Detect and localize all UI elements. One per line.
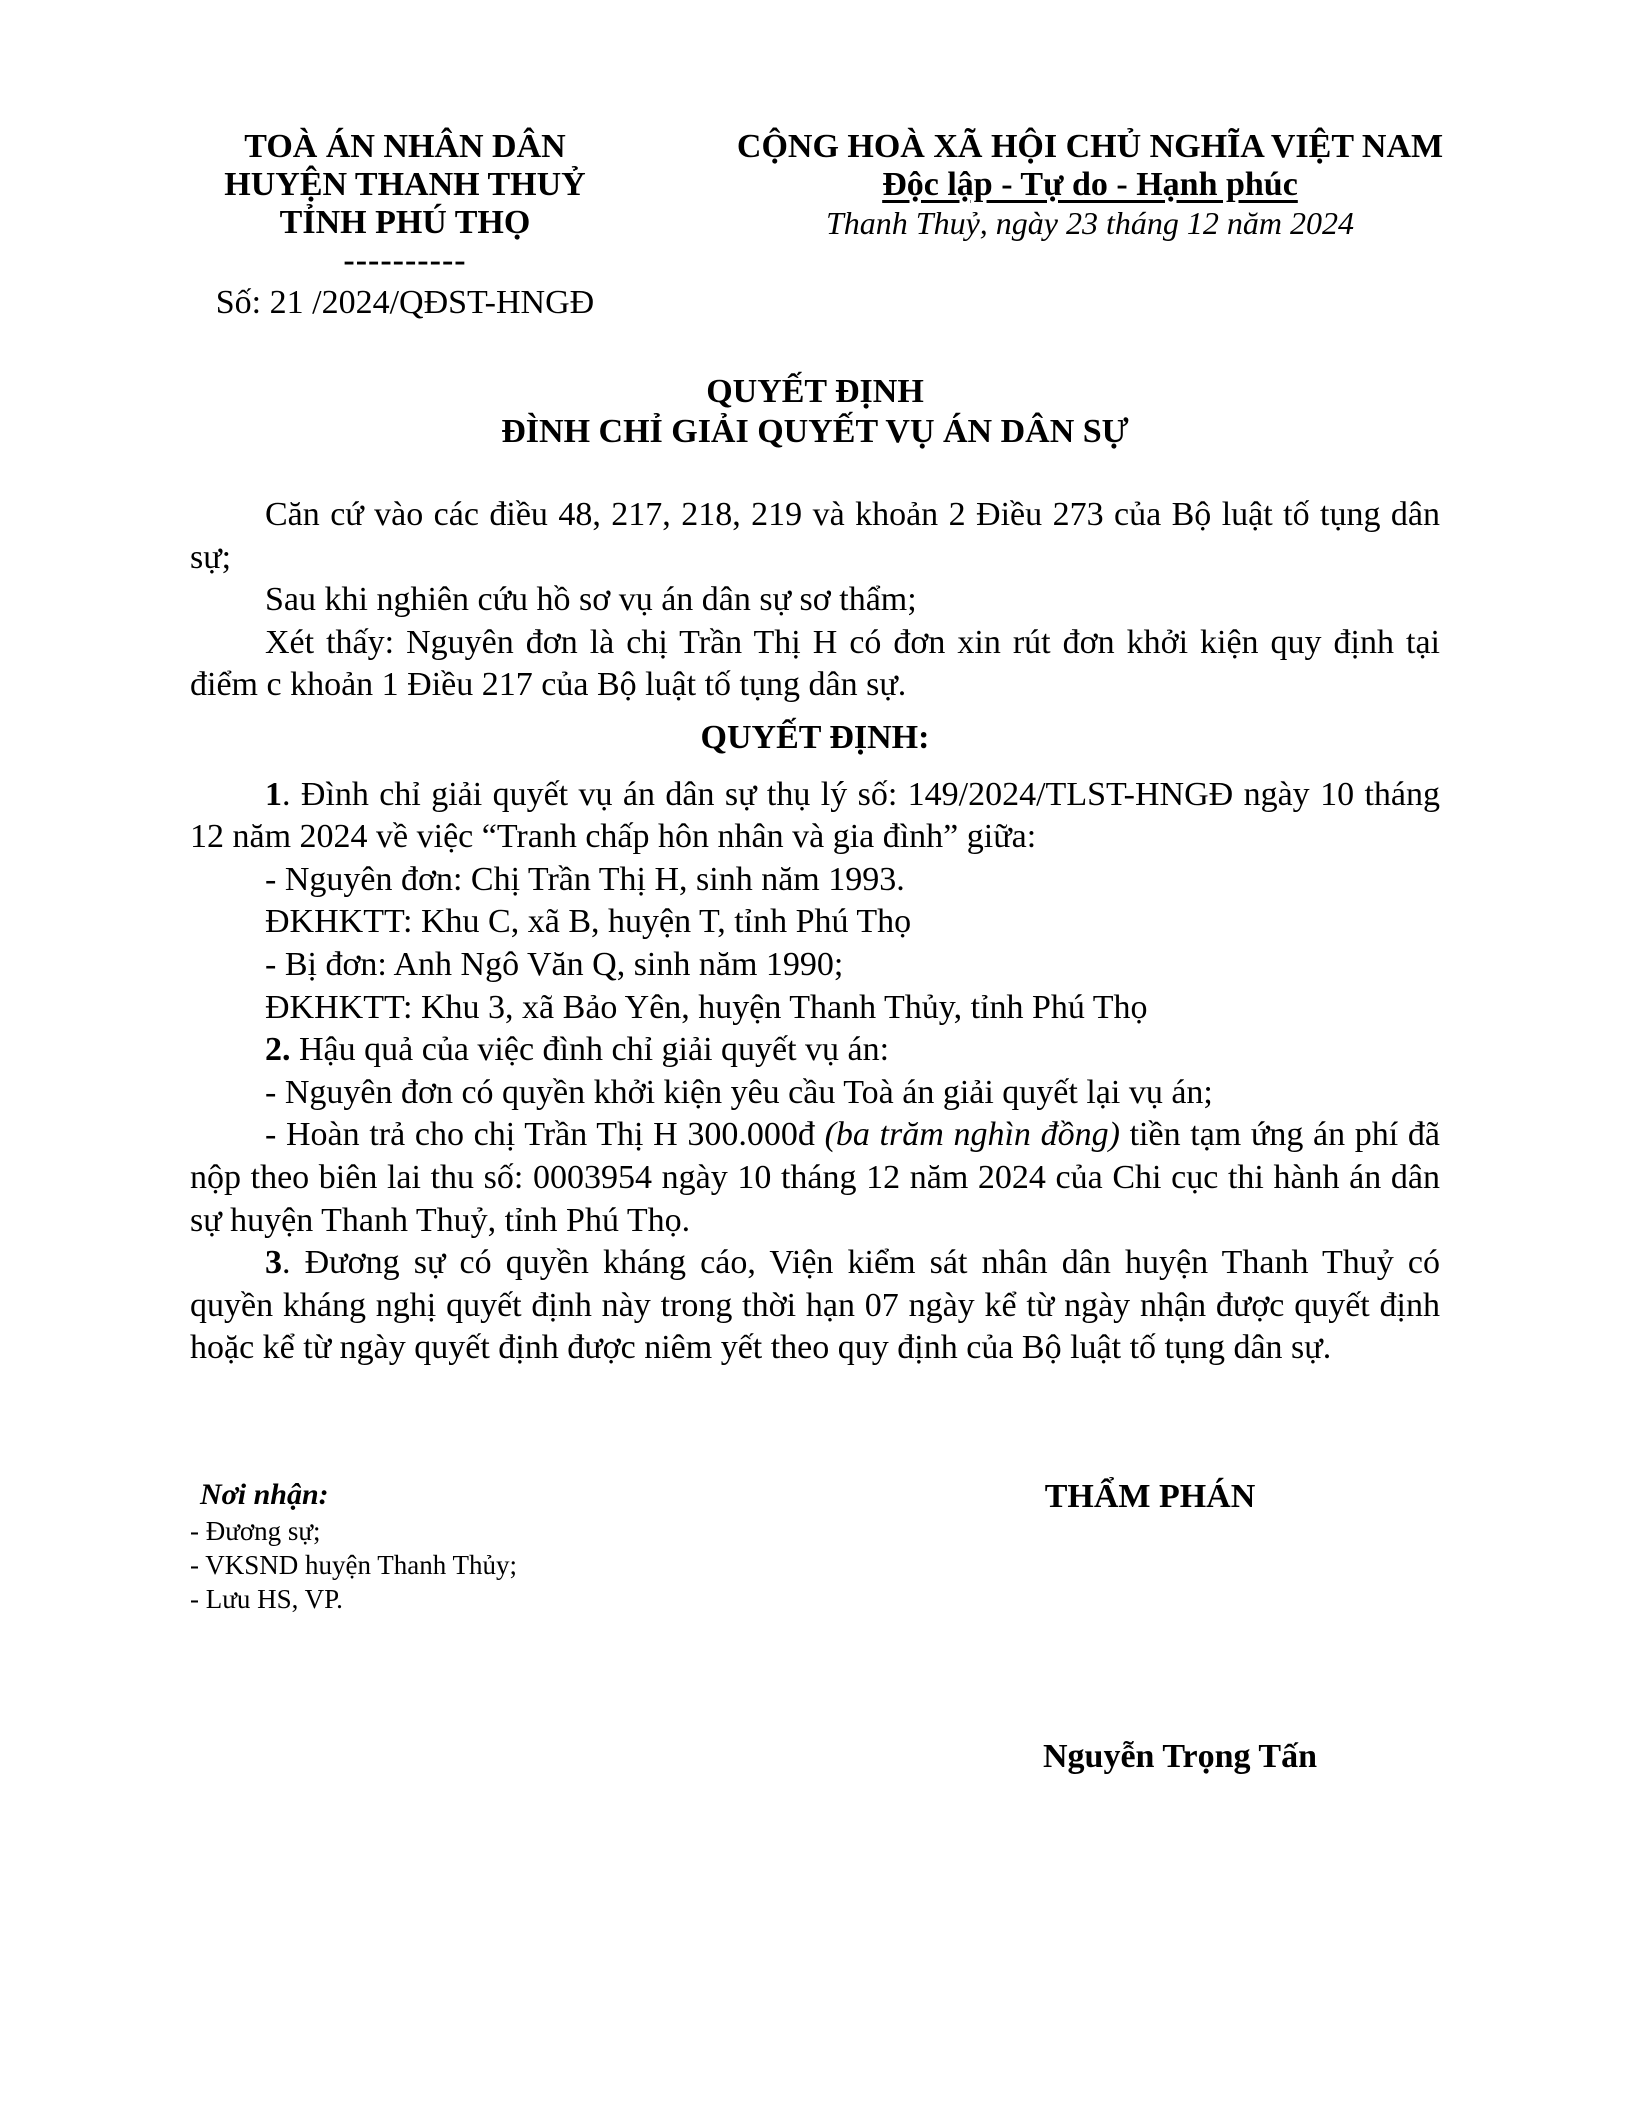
item-3-text: . Đương sự có quyền kháng cáo, Viện kiểm sát nhân dân huyện Thanh Thuỷ có quyền kháng nghị quyết định này trong thời hạn 07 ngày kể từ ngày nhận được quyết định hoặc kể từ ngày quyết định được niêm yết theo quy định của Bộ luật tố tụng dân sự. bbox=[190, 1244, 1440, 1367]
item-2-b-amount-words: (ba trăm nghìn đồng) bbox=[824, 1116, 1120, 1154]
recipients-block bbox=[190, 1478, 790, 1616]
signer-role: THẨM PHÁN bbox=[1044, 1478, 1256, 1515]
item-1-number: 1 bbox=[265, 775, 282, 813]
court-name: TOÀ ÁN NHÂN DÂN bbox=[244, 128, 566, 165]
recipients-title: Nơi nhận: bbox=[200, 1478, 329, 1511]
national-motto: Độc lập - Tự do - Hạnh phúc bbox=[882, 166, 1298, 203]
header-separator: ---------- bbox=[343, 242, 467, 279]
item-2-b bbox=[190, 1114, 1440, 1242]
recipient-item: - Đương sự; bbox=[190, 1516, 321, 1546]
court-header bbox=[150, 128, 660, 322]
item-2-number: 2. bbox=[265, 1031, 291, 1069]
defendant-address: ĐKHKTT: Khu 3, xã Bảo Yên, huyện Thanh Thủy, tỉnh Phú Thọ bbox=[265, 988, 1148, 1026]
place-date: Thanh Thuỷ, ngày 23 tháng 12 năm 2024 bbox=[826, 205, 1354, 241]
decision-number: Số: 21 /2024/QĐST-HNGĐ bbox=[215, 284, 595, 321]
item-2-text: Hậu quả của việc đình chỉ giải quyết vụ án: bbox=[290, 1031, 890, 1069]
preamble-legal-basis: Căn cứ vào các điều 48, 217, 218, 219 và khoản 2 Điều 273 của Bộ luật tố tụng dân sự; bbox=[190, 496, 1440, 576]
item-2-b-post: tiền tạm ứng án phí đã nộp theo biên lai thu số: 0003954 ngày 10 tháng 12 năm 2024 của Chi cục thi hành án dân sự huyện Thanh Thuỷ, tỉnh Phú Thọ. bbox=[190, 1116, 1440, 1239]
plaintiff-line: - Nguyên đơn: Chị Trần Thị H, sinh năm 1993. bbox=[265, 860, 905, 898]
preamble-review: Sau khi nghiên cứu hồ sơ vụ án dân sự sơ thẩm; bbox=[265, 581, 917, 619]
item-1 bbox=[190, 774, 1440, 859]
item-3 bbox=[190, 1242, 1440, 1370]
title-line-2: ĐÌNH CHỈ GIẢI QUYẾT VỤ ÁN DÂN SỰ bbox=[501, 413, 1129, 450]
recipient-item: - VKSND huyện Thanh Thủy; bbox=[190, 1550, 517, 1580]
item-2-b-pre: - Hoàn trả cho chị Trần Thị H 300.000đ bbox=[265, 1116, 825, 1154]
recipient-item: - Lưu HS, VP. bbox=[190, 1584, 343, 1614]
decision-heading: QUYẾT ĐỊNH: bbox=[700, 718, 930, 756]
document-body bbox=[190, 494, 1440, 1370]
nation-name: CỘNG HOÀ XÃ HỘI CHỦ NGHĨA VIỆT NAM bbox=[736, 128, 1444, 165]
preamble-finding: Xét thấy: Nguyên đơn là chị Trần Thị H có đơn xin rút đơn khởi kiện quy định tại điểm c khoản 1 Điều 217 của Bộ luật tố tụng dân sự. bbox=[190, 623, 1440, 704]
court-district: HUYỆN THANH THUỶ bbox=[224, 166, 586, 203]
plaintiff-address: ĐKHKTT: Khu C, xã B, huyện T, tỉnh Phú Thọ bbox=[265, 903, 912, 941]
defendant-line: - Bị đơn: Anh Ngô Văn Q, sinh năm 1990; bbox=[265, 945, 844, 983]
court-province: TỈNH PHÚ THỌ bbox=[279, 204, 531, 241]
item-2 bbox=[190, 1029, 1440, 1072]
document-title bbox=[190, 372, 1440, 452]
item-3-number: 3 bbox=[265, 1244, 282, 1282]
title-line-1: QUYẾT ĐỊNH bbox=[706, 373, 924, 410]
item-2-a: - Nguyên đơn có quyền khởi kiện yêu cầu Toà án giải quyết lại vụ án; bbox=[265, 1073, 1213, 1111]
national-header bbox=[690, 128, 1490, 242]
signer-name: Nguyễn Trọng Tấn bbox=[1043, 1738, 1317, 1775]
item-1-text: . Đình chỉ giải quyết vụ án dân sự thụ lý số: 149/2024/TLST-HNGĐ ngày 10 tháng 12 năm 2024 về việc “Tranh chấp hôn nhân và gia đình” giữa: bbox=[190, 775, 1440, 856]
